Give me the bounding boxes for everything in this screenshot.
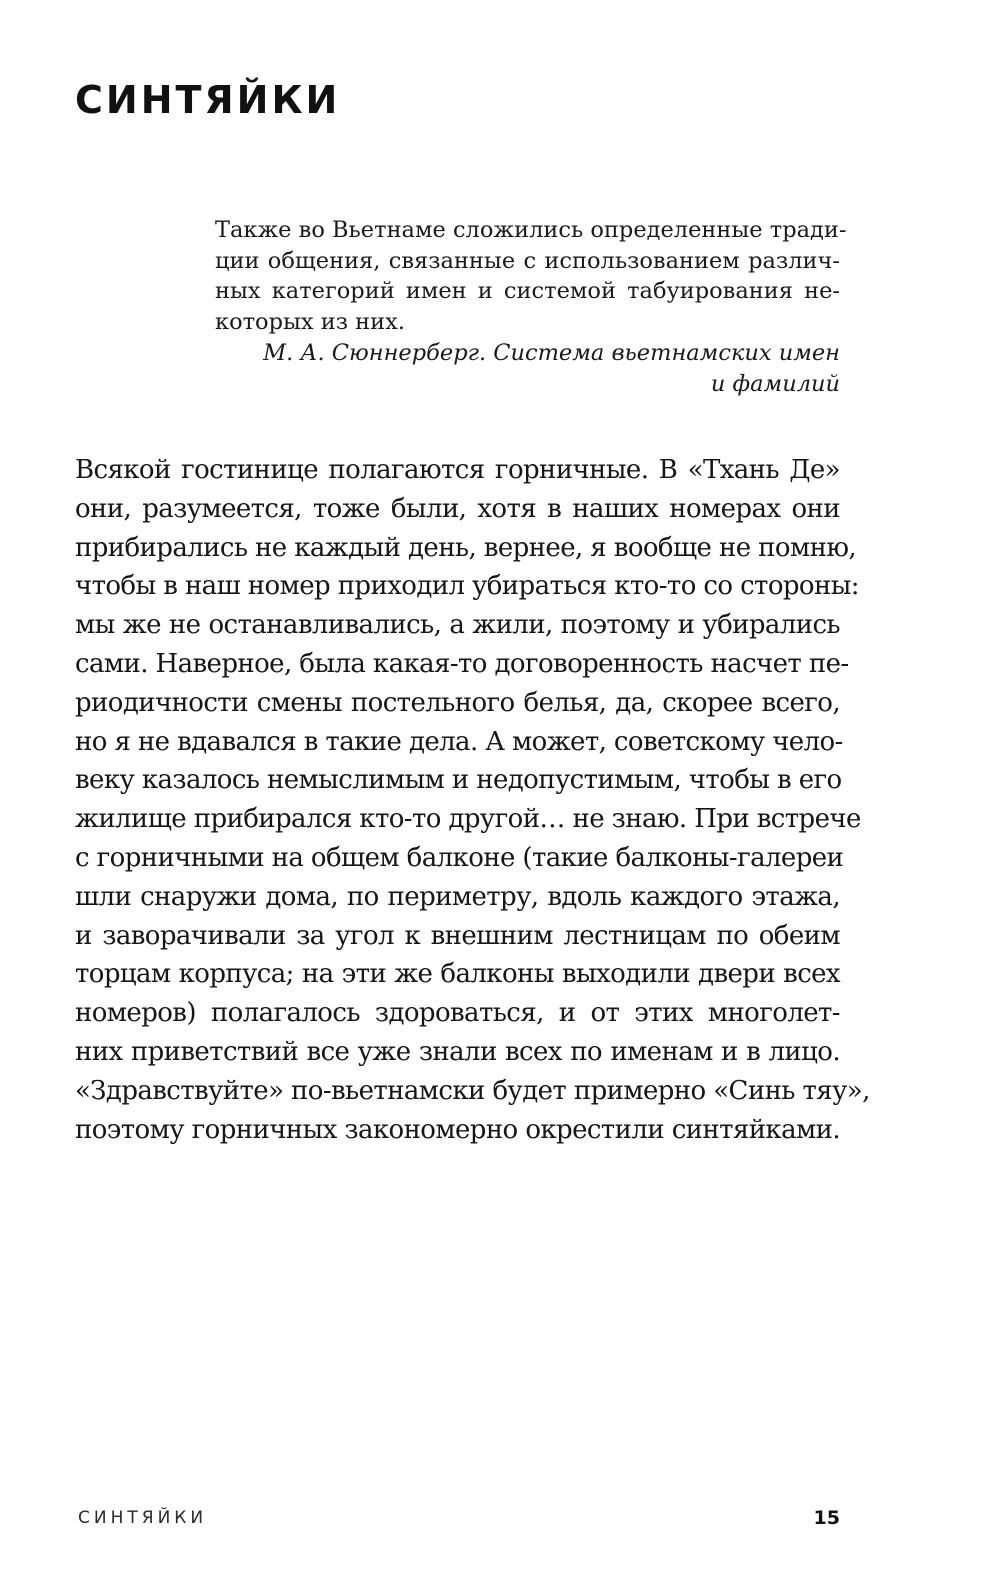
body-line: но я не вдавался в такие дела. А может, советскому чело- [75,726,843,757]
epigraph [215,215,847,399]
body-line: прибирались не каждый день, вернее, я вообще не помню, [75,532,857,563]
body-line: поэтому горничных закономерно окрестили синтяйками. [75,1114,840,1145]
epigraph-line: Также во Вьетнаме сложились определенные тради- [215,217,847,243]
body-line: Всякой гостинице полагаются горничные. В «Тхань Де» [75,455,840,485]
body-line: номеров) полагалось здороваться, и от этих многолет- [75,998,840,1029]
body-line: риодичности смены постельного белья, да, скорее всего, [75,687,840,718]
epigraph-attribution-line: и фамилий [710,370,840,397]
body-line: них приветствий все уже знали всех по именам и в лицо. [75,1036,840,1067]
body-line: и заворачивали за угол к внешним лестницам по обеим [75,920,840,951]
body-line: «Здравствуйте» по-вьетнамски будет примерно «Синь тяу», [75,1075,870,1106]
body-line: шли снаружи дома, по периметру, вдоль каждого этажа, [75,881,840,912]
epigraph-line: ции общения, связанные с использованием различ- [215,247,840,274]
body-line: они, разумеется, тоже были, хотя в наших номерах они [75,493,840,524]
body-line: жилище прибирался кто-то другой… не знаю. При встрече [75,804,861,835]
epigraph-attribution-line: М. А. Сюннерберг. Система вьетнамских имен [263,340,840,366]
body-line: торцам корпуса; на эти же балконы выходили двери всех [75,959,840,990]
body-line: с горничными на общем балконе (такие балконы-галереи [75,842,844,873]
page-number: 15 [813,1507,840,1529]
body-paragraph [75,451,870,1149]
epigraph-attribution [215,338,840,399]
running-head: СИНТЯЙКИ [78,1508,208,1528]
body-line: чтобы в наш номер приходил убираться кто-то со стороны: [75,571,859,602]
epigraph-line: ных категорий имен и системой табуирования не- [215,278,840,304]
epigraph-line: которых из них. [215,308,406,335]
epigraph-text [215,215,847,337]
body-line: мы же не останавливались, а жили, поэтому и убирались [75,610,840,641]
chapter-title: СИНТЯЙКИ [75,78,341,122]
body-line: веку казалось немыслимым и недопустимым, чтобы в его [75,765,842,796]
body-line: сами. Наверное, была какая-то договоренность насчет пе- [75,648,849,679]
